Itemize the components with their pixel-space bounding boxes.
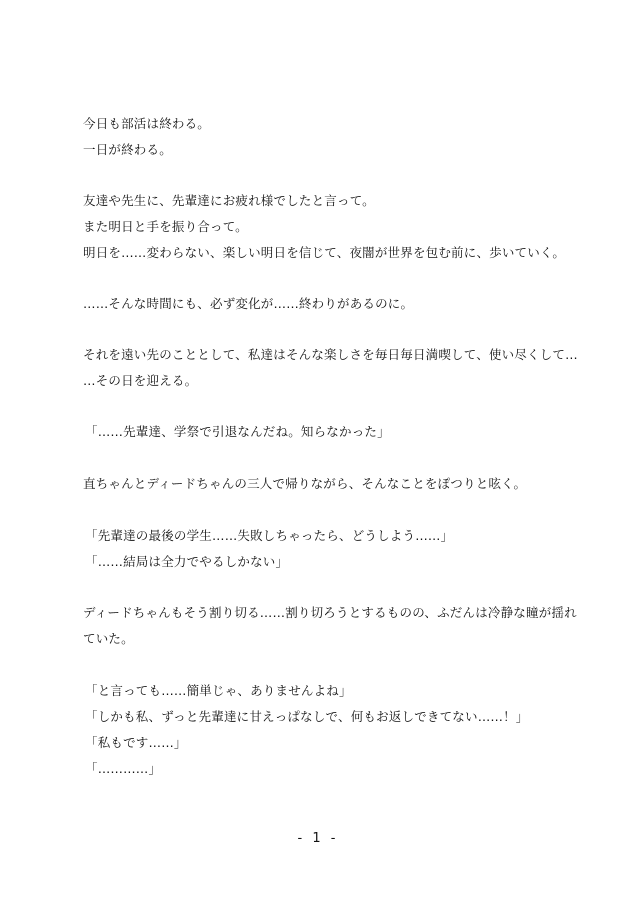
dialogue-line: 「しかも私、ずっと先輩達に甘えっぱなしで、何もお返しできてない……！」 xyxy=(85,709,529,724)
dialogue-line: 「先輩達の最後の学生……失敗しちゃったら、どうしよう……」 xyxy=(85,528,454,543)
dialogue-line: 「と言っても……簡単じゃ、ありませんよね」 xyxy=(85,683,352,698)
page-number: - 1 - xyxy=(297,831,339,846)
text-line: …その日を迎える。 xyxy=(83,373,198,388)
text-line: 友達や先生に、先輩達にお疲れ様でしたと言って。 xyxy=(83,193,375,208)
text-line: ……そんな時間にも、必ず変化が……終わりがあるのに。 xyxy=(83,296,414,311)
text-line: 今日も部活は終わる。 xyxy=(83,116,211,131)
text-line: ディードちゃんもそう割り切る……割り切ろうとするものの、ふだんは冷静な瞳が揺れ xyxy=(83,605,577,620)
dialogue-line: 「…………」 xyxy=(85,761,162,776)
text-line: それを遠い先のこととして、私達はそんな楽しさを毎日毎日満喫して、使い尽くして… xyxy=(83,347,578,362)
text-line: 明日を……変わらない、楽しい明日を信じて、夜闇が世界を包む前に、歩いていく。 xyxy=(83,245,566,260)
text-line: 直ちゃんとディードちゃんの三人で帰りながら、そんなことをぽつりと呟く。 xyxy=(83,476,527,491)
dialogue-line: 「……先輩達、学祭で引退なんだね。知らなかった」 xyxy=(85,424,390,439)
dialogue-line: 「私もです……」 xyxy=(85,735,187,750)
dialogue-line: 「……結局は全力でやるしかない」 xyxy=(85,554,289,569)
text-line: ていた。 xyxy=(83,631,134,646)
text-line: 一日が終わる。 xyxy=(83,142,172,157)
text-line: また明日と手を振り合って。 xyxy=(83,219,248,234)
